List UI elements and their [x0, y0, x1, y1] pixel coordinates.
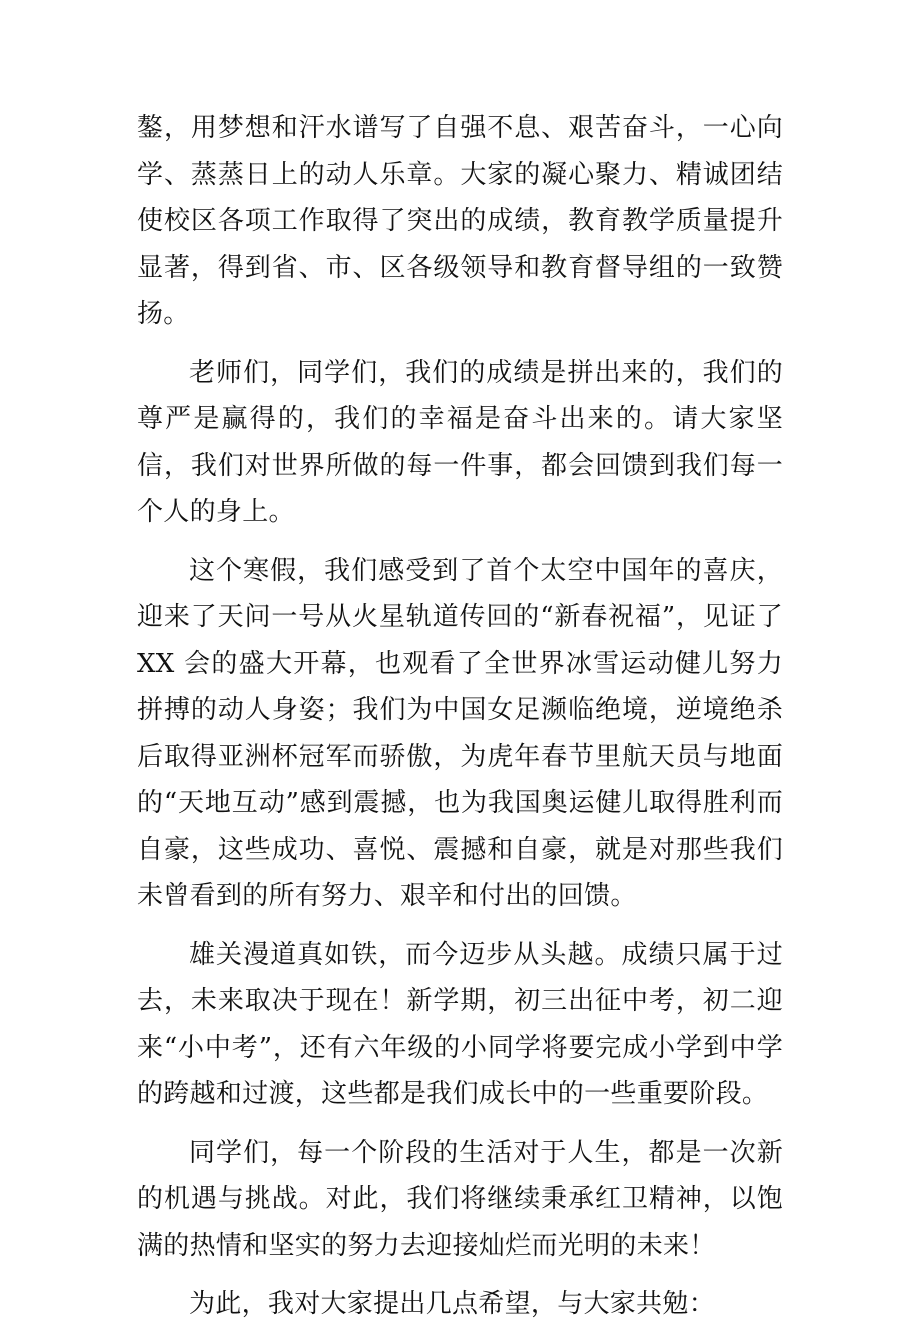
paragraph-teachers-students: 老师们，同学们，我们的成绩是拼出来的，我们的尊严是赢得的，我们的幸福是奋斗出来的。请大家坚信，我们对世界所做的每一件事，都会回馈到我们每一个人的身上。 [137, 357, 783, 527]
document-body [137, 105, 792, 1340]
paragraph-challenges: 同学们，每一个阶段的生活对于人生，都是一次新的机遇与挑战。对此，我们将继续秉承红卫精神，以饱满的热情和坚实的努力去迎接灿烂而光明的未来！ [137, 1137, 783, 1261]
paragraph-hopes: 为此，我对大家提出几点希望，与大家共勉： [189, 1289, 716, 1319]
paragraph-winter-holiday: 这个寒假，我们感受到了首个太空中国年的喜庆，迎来了天问一号从火星轨道传回的“新春祝福”，见证了 XX 会的盛大开幕，也观看了全世界冰雪运动健儿努力拼搏的动人身姿；我们为中国女足濒临绝境，逆境绝杀后取得亚洲杯冠军而骄傲，为虎年春节里航天员与地面的“天地互动”感到震撼，也为我国奥运健儿取得胜利而自豪，这些成功、喜悦、震撼和自豪，就是对那些我们未曾看到的所有努力、艰辛和付出的回馈。 [137, 555, 792, 911]
paragraph-continuation: 鏊，用梦想和汗水谱写了自强不息、艰苦奋斗，一心向学、蒸蒸日上的动人乐章。大家的凝心聚力、精诚团结使校区各项工作取得了突出的成绩，教育教学质量提升显著，得到省、市、区各级领导和教育督导组的一致赞扬。 [137, 113, 783, 329]
paragraph-new-semester: 雄关漫道真如铁，而今迈步从头越。成绩只属于过去，未来取决于现在！新学期，初三出征中考，初二迎来“小中考”，还有六年级的小同学将要完成小学到中学的跨越和过渡，这些都是我们成长中的一些重要阶段。 [137, 939, 783, 1109]
